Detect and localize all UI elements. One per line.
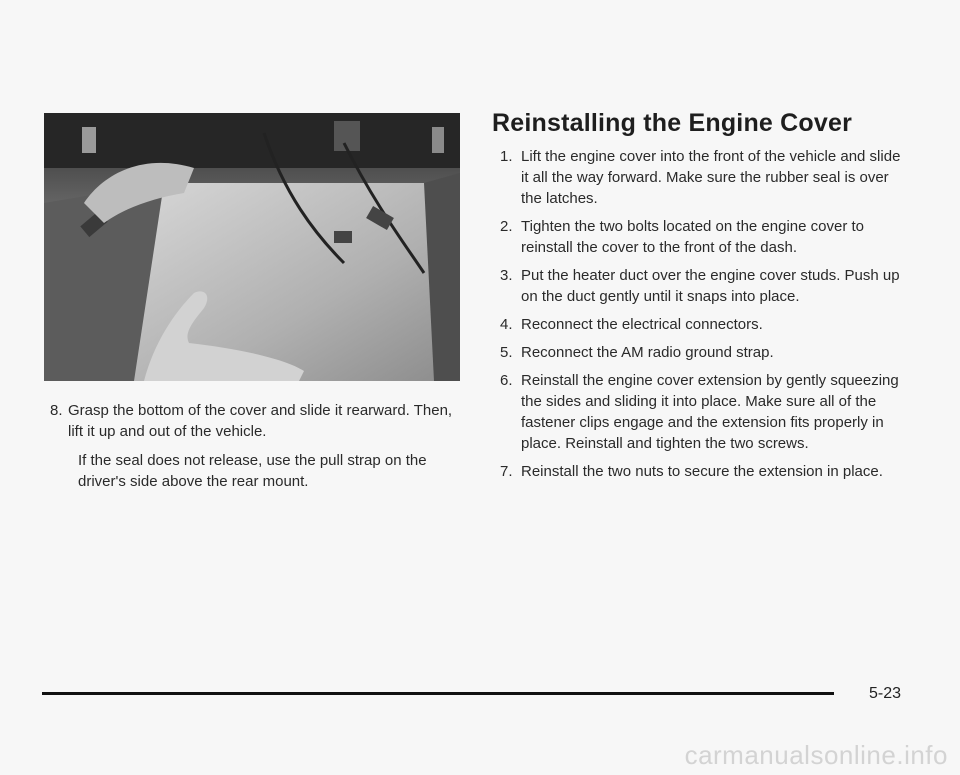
step-number: 6. (500, 372, 513, 389)
left-column (50, 400, 470, 492)
step-8 (50, 400, 470, 442)
engine-cover-illustration (44, 113, 460, 381)
step-number: 8. (50, 402, 63, 419)
footer-divider (42, 692, 834, 695)
step-text: Lift the engine cover into the front of the vehicle and slide it all the way forward. Make sure the rubber seal is over the latches. (521, 148, 901, 207)
step-text: Reinstall the two nuts to secure the extension in place. (521, 463, 883, 480)
engine-cover-photo (44, 113, 460, 381)
step-number: 4. (500, 316, 513, 333)
page-number: 5-23 (869, 685, 902, 702)
list-item (500, 314, 912, 335)
list-item (500, 265, 912, 307)
list-item (500, 461, 912, 482)
list-item (500, 342, 912, 363)
list-item (500, 370, 912, 454)
step-number: 2. (500, 218, 513, 235)
step-text: Reinstall the engine cover extension by gently squeezing the sides and sliding it into place. Make sure all of the fastener clips engage and the extension fits properly in place. Reinstall and tighten the two screws. (521, 372, 899, 452)
step-text: Put the heater duct over the engine cover studs. Push up on the duct gently until it snaps into place. (521, 267, 900, 305)
watermark: carmanualsonline.info (684, 740, 948, 770)
right-column (492, 108, 912, 489)
step-text: Grasp the bottom of the cover and slide it rearward. Then, lift it up and out of the vehicle. (68, 402, 453, 440)
step-text: Tighten the two bolts located on the engine cover to reinstall the cover to the front of the dash. (521, 218, 865, 256)
step-number: 1. (500, 148, 513, 165)
list-item (500, 146, 912, 209)
step-text: Reconnect the electrical connectors. (521, 316, 763, 333)
reinstall-steps (492, 146, 912, 482)
step-text: Reconnect the AM radio ground strap. (521, 344, 774, 361)
step-number: 7. (500, 463, 513, 480)
step-number: 5. (500, 344, 513, 361)
seal-note: If the seal does not release, use the pull strap on the driver's side above the rear mount. (78, 452, 427, 490)
section-title: Reinstalling the Engine Cover (492, 109, 853, 137)
step-number: 3. (500, 267, 513, 284)
list-item (500, 216, 912, 258)
